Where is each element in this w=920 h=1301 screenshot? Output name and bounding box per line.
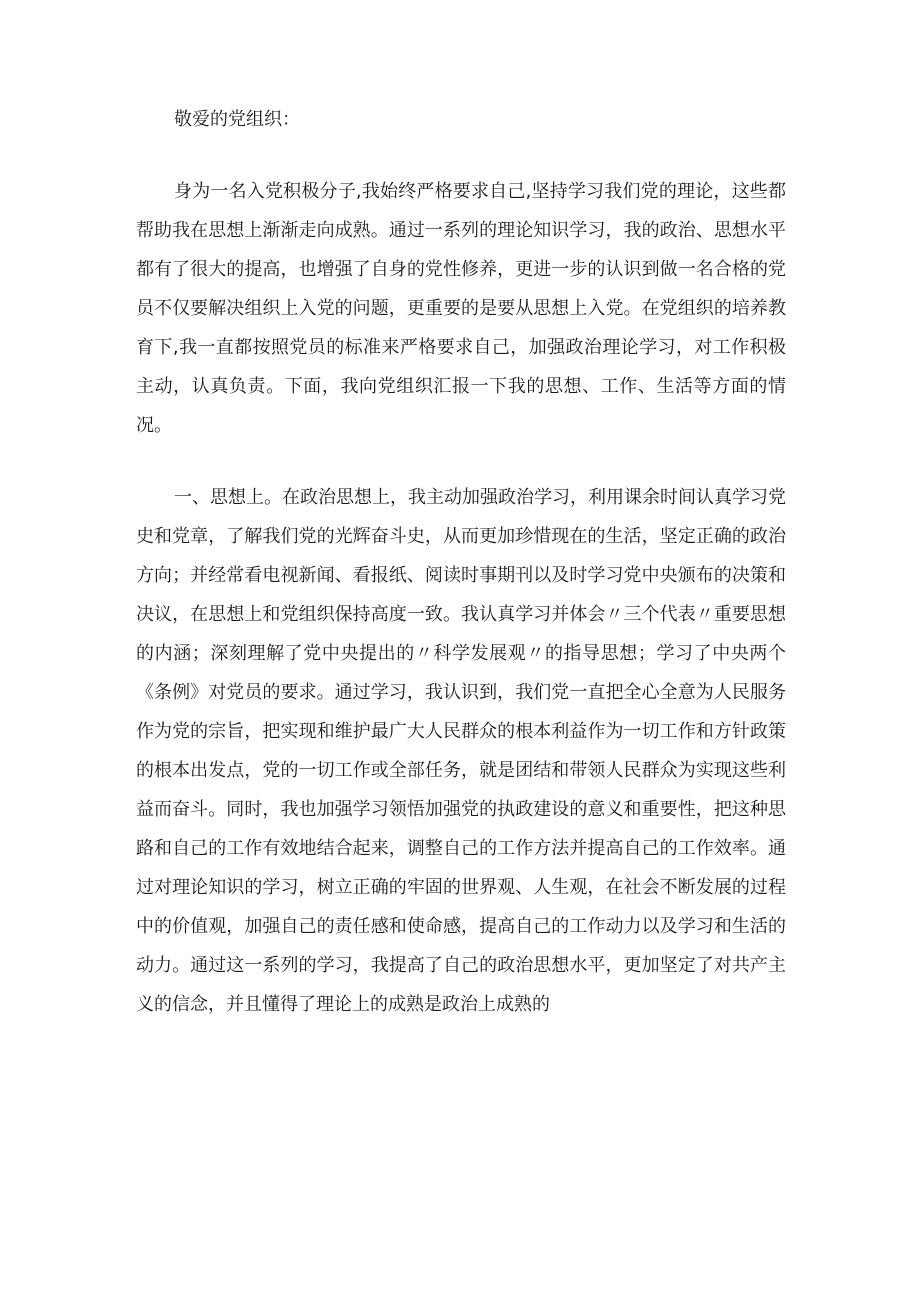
- paragraph-ideology: 一、思想上。在政治思想上，我主动加强政治学习，利用课余时间认真学习党史和党章，了解我们党的光辉奋斗史，从而更加珍惜现在的生活，坚定正确的政治方向；并经常看电视新闻、看报纸、阅读时事期刊以及时学习党中央颁布的决策和决议，在思想上和党组织保持高度一致。我认真学习并体会〃三个代表〃重要思想的内涵；深刻理解了党中央提出的〃科学发展观〃的指导思想；学习了中央两个《条例》对党员的要求。通过学习，我认识到，我们党一直把全心全意为人民服务作为党的宗旨，把实现和维护最广大人民群众的根本利益作为一切工作和方针政策的根本出发点，党的一切工作或全部任务，就是团结和带领人民群众为实现这些利益而奋斗。同时，我也加强学习领悟加强党的执政建设的意义和重要性，把这种思路和自己的工作有效地结合起来，调整自己的工作方法并提高自己的工作效率。通过对理论知识的学习，树立正确的牢固的世界观、人生观，在社会不断发展的过程中的价值观，加强自己的责任感和使命感，提高自己的工作动力以及学习和生活的动力。通过这一系列的学习，我提高了自己的政治思想水平，更加坚定了对共产主义的信念，并且懂得了理论上的成熟是政治上成熟的: [136, 487, 786, 1015]
- document-body: [136, 100, 786, 1024]
- salutation: 敬爱的党组织：: [174, 109, 300, 130]
- paragraph-intro: 身为一名入党积极分子,我始终严格要求自己,坚持学习我们党的理论，这些都帮助我在思想上渐渐走向成熟。通过一系列的理论知识学习，我的政治、思想水平都有了很大的提高，也增强了自身的党性修养，更进一步的认识到做一名合格的党员不仅要解决组织上入党的问题，更重要的是要从思想上入党。在党组织的培养教育下,我一直都按照党员的标准来严格要求自己，加强政治理论学习，对工作积极主动，认真负责。下面，我向党组织汇报一下我的思想、工作、生活等方面的情况。: [136, 181, 786, 436]
